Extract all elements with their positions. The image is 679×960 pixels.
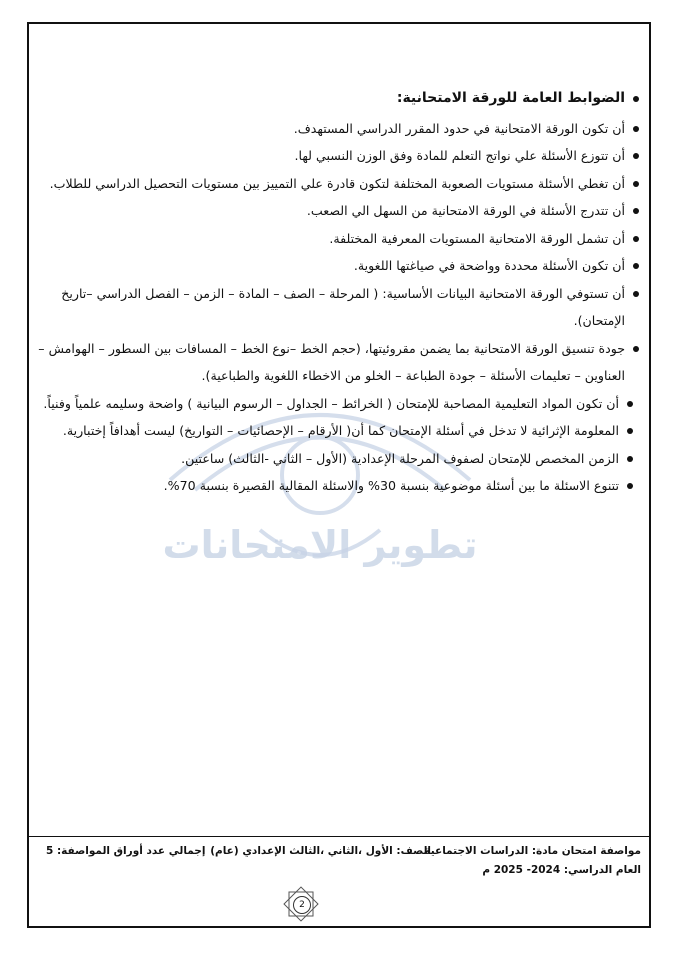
list-item: أن تشمل الورقة الامتحانية المستويات المعرفية المختلفة.: [38, 225, 639, 253]
bullet-icon: [627, 483, 633, 489]
bullet-icon: [627, 401, 633, 407]
page-footer: [38, 842, 641, 882]
list-item: أن تتدرج الأسئلة في الورقة الامتحانية من السهل الي الصعب.: [38, 197, 639, 225]
bullet-icon: [627, 456, 633, 462]
list-item: الزمن المخصص للإمتحان لصفوف المرحلة الإعدادية (الأول – الثاني -الثالث) ساعتين.: [38, 445, 639, 473]
bullet-icon: [633, 291, 639, 297]
bullet-icon: [633, 208, 639, 214]
list-item: أن تستوفي الورقة الامتحانية البيانات الأساسية: ( المرحلة – الصف – المادة – الزمن – الفصل الدراسي –تاريخ الإمتحان).: [38, 280, 639, 335]
bullet-icon: [633, 263, 639, 269]
footer-divider: [29, 836, 650, 837]
main-content: [38, 85, 639, 500]
total-pages: إجمالي عدد أوراق المواصفة: 5: [46, 845, 206, 857]
list-item: المعلومة الإثرائية لا تدخل في أسئلة الإمتحان كما أن( الأرقام – الإحصائيات – التواريخ) ليست أهدافاً إختبارية.: [38, 417, 639, 445]
bullet-icon: [633, 126, 639, 132]
grade-info: الصف: الأول ،الثاني ،الثالث الإعدادي (عام): [210, 845, 431, 857]
list-item: أن تغطي الأسئلة مستويات الصعوبة المختلفة لتكون قادرة علي التمييز بين مستويات التحصيل الدراسي للطلاب.: [38, 170, 639, 198]
footer-spec-info: [424, 842, 641, 880]
spec-title: مواصفة امتحان مادة: الدراسات الاجتماعية: [424, 845, 641, 857]
heading-text: الضوابط العامة للورقة الامتحانية:: [396, 90, 625, 106]
list-item: جودة تنسيق الورقة الامتحانية بما يضمن مقروئيتها، (حجم الخط –نوع الخط – المسافات بين السطور – الهوامش – العناوين – تعليمات الأسئلة – جودة الطباعة – الخلو من الاخطاء اللغوية والطباعية).: [38, 335, 639, 390]
bullet-icon: [633, 181, 639, 187]
section-heading: [38, 85, 639, 113]
academic-year: العام الدراسي: 2024- 2025 م: [482, 864, 641, 876]
watermark-text: تطوير الامتحانات: [162, 523, 478, 567]
list-item: أن تتوزع الأسئلة علي نواتج التعلم للمادة وفق الوزن النسبي لها.: [38, 142, 639, 170]
rules-list: [38, 115, 639, 500]
page-number: 2: [293, 896, 311, 914]
bullet-icon: [633, 346, 639, 352]
bullet-icon: [633, 153, 639, 159]
list-item: أن تكون الأسئلة محددة وواضحة في صياغتها اللغوية.: [38, 252, 639, 280]
list-item: أن تكون المواد التعليمية المصاحبة للإمتحان ( الخرائط – الجداول – الرسوم البيانية ) واضحة وسليمه علمياً وفنياً.: [38, 390, 639, 418]
list-item: تتنوع الاسئلة ما بين أسئلة موضوعية بنسبة 30% والاسئلة المقالية القصيرة بنسبة 70%.: [38, 472, 639, 500]
bullet-icon: [633, 96, 639, 102]
list-item: أن تكون الورقة الامتحانية في حدود المقرر الدراسي المستهدف.: [38, 115, 639, 143]
bullet-icon: [627, 428, 633, 434]
bullet-icon: [633, 236, 639, 242]
